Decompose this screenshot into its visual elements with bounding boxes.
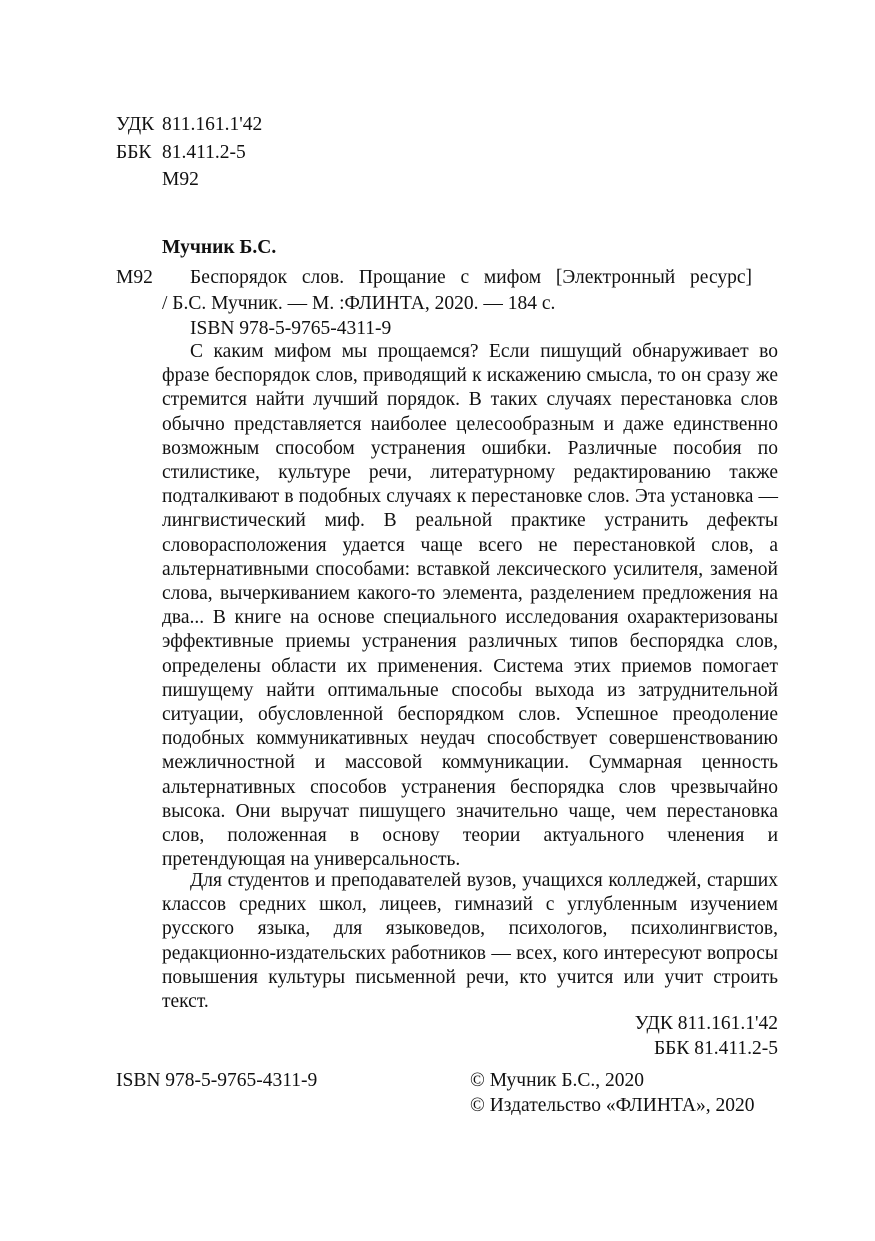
entry-mark: М92 <box>116 267 153 288</box>
entry-author: Мучник Б.С. <box>162 237 277 258</box>
udk-value: 811.161.1'42 <box>162 114 263 135</box>
copyright-author: © Мучник Б.С., 2020 <box>470 1070 645 1091</box>
bbk-code <box>116 141 246 165</box>
bbk-value: 81.411.2-5 <box>162 142 246 163</box>
abstract-paragraph: С каким мифом мы прощаемся? Если пишущий обнаруживает во фразе беспорядок слов, приводящий к искажению смысла, то он сразу же стремится найти лучший порядок. В таких случаях перестановка слов обычно представляется наиболее целесообразным и даже единственно возможным способом устранения ошибки. Различные пособия по стилистике, культуре речи, литературному редактированию также подталкивают в подобных случаях к перестановке слов. Эта установка — лингвистический миф. В реальной практике устранить дефекты словорасположения удается чаще всего не перестановкой слов, а альтернативными способами: вставкой лексического усилителя, заменой слова, вычеркиванием какого-то элемента, разделением предложения на два... В книге на основе специального исследования охарактеризованы эффективные приемы устранения различных типов беспорядка слов, определены области их применения. Система этих приемов помогает пишущему найти оптимальные способы выхода из затруднительной ситуации, обусловленной беспорядком слов. Успешное преодоление подобных коммуникативных неудач способствует совершенствованию межличностной и массовой коммуникации. Суммарная ценность альтернативных способов устранения беспорядка слов чрезвычайно высока. Они выручат пишущего значительно чаще, чем перестановка слов, положенная в основу теории актуального членения и претендующая на универсальность. <box>162 341 778 871</box>
audience-paragraph: Для студентов и преподавателей вузов, учащихся колледжей, старших классов средних школ, лицеев, гимназий с углубленным изучением русского языка, для языковедов, психологов, психолингвистов, редакционно-издательских работников — всех, кого интересуют вопросы повышения культуры письменной речи, кто учится или учит строить текст. <box>162 870 778 1013</box>
bbk-label: ББК <box>116 142 152 163</box>
udk-label: УДК <box>116 114 155 135</box>
entry-title: Беспорядок слов. Прощание с мифом [Электронный ресурс] <box>190 267 752 288</box>
footer-isbn: ISBN 978-5-9765-4311-9 <box>116 1070 318 1091</box>
footer-bbk: ББК 81.411.2-5 <box>653 1038 778 1059</box>
udk-code <box>116 113 263 137</box>
author-mark: М92 <box>162 169 199 190</box>
footer-udk: УДК 811.161.1'42 <box>634 1013 778 1034</box>
entry-imprint: / Б.С. Мучник. — М. :ФЛИНТА, 2020. — 184 с. <box>162 293 556 314</box>
entry-isbn: ISBN 978-5-9765-4311-9 <box>190 318 392 339</box>
copyright-publisher: © Издательство «ФЛИНТА», 2020 <box>470 1095 755 1116</box>
